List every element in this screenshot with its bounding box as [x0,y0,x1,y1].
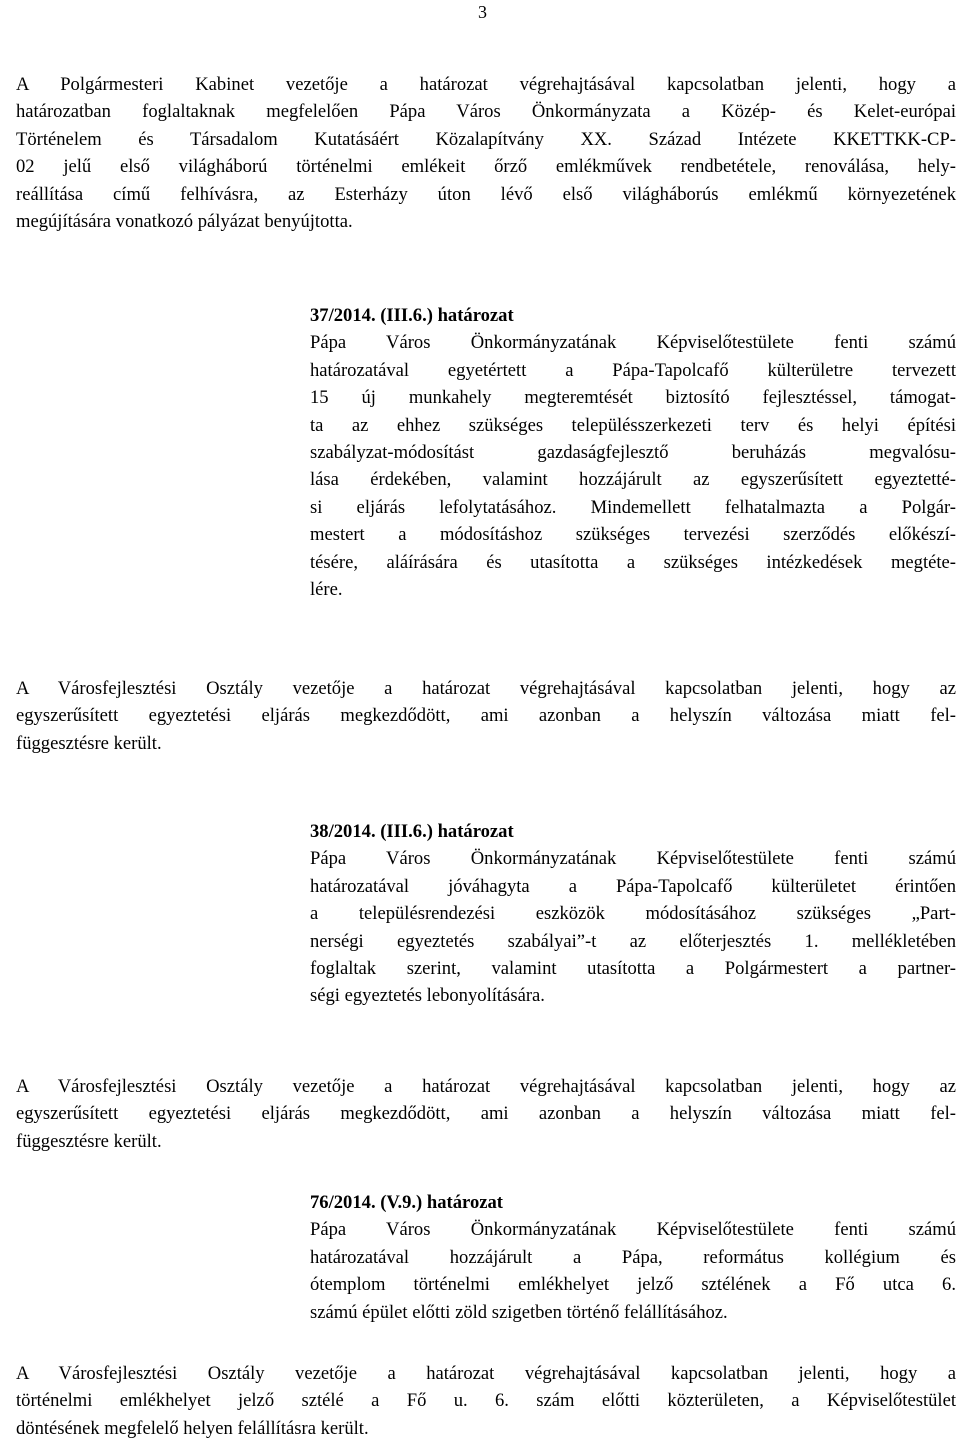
resolution-title: 76/2014. (V.9.) határozat [310,1192,503,1213]
report-line: A Városfejlesztési Osztály vezetője a határozat végrehajtásával kapcsolatban jelenti, hogy az [16,1076,956,1097]
resolution-37-2014 [310,302,956,603]
resolution-line: Pápa Város Önkormányzatának Képviselőtestülete fenti számú [310,848,956,870]
resolution-line: mestert a módosításhoz szükséges tervezési szerződés előkészí- [310,524,956,546]
resolution-line: foglaltak szerint, valamint utasította a Polgármestert a partner- [310,958,956,980]
report-line: egyszerűsített egyeztetési eljárás megkezdődött, ami azonban a helyszín változása miatt fel- [16,705,956,727]
intro-line: határozatban foglaltaknak megfelelően Pápa Város Önkormányzata a Közép- és Kelet-európai [16,101,956,123]
resolution-line: ségi egyeztetés lebonyolítására. [310,985,545,1007]
resolution-title: 38/2014. (III.6.) határozat [310,821,514,842]
resolution-title: 37/2014. (III.6.) határozat [310,305,514,326]
intro-line: A Polgármesteri Kabinet vezetője a határozat végrehajtásával kapcsolatban jelenti, hogy a [16,74,956,95]
resolution-line: a településrendezési eszközök módosításához szükséges „Part- [310,903,956,925]
page-number: 3 [478,2,487,22]
intro-line: 02 jelű első világháború történelmi emlékeit őrző emlékművek rendbetétele, renoválása, hely- [16,156,956,178]
resolution-line: lére. [310,579,343,601]
resolution-38-2014 [310,818,956,1010]
resolution-76-2014 [310,1189,956,1326]
report-paragraph [16,1360,956,1442]
report-line: döntésének megfelelő helyen felállításra került. [16,1417,369,1439]
report-line: egyszerűsített egyeztetési eljárás megkezdődött, ami azonban a helyszín változása miatt fel- [16,1103,956,1125]
resolution-line: ótemplom történelmi emlékhelyet jelző sztélének a Fő utca 6. [310,1274,956,1296]
resolution-line: nerségi egyeztetés szabályai”-t az előterjesztés 1. mellékletében [310,930,956,952]
resolution-line: Pápa Város Önkormányzatának Képviselőtestülete fenti számú [310,1219,956,1241]
resolution-line: ta az ehhez szükséges településszerkezeti terv és helyi építési [310,414,956,436]
resolution-line: számú épület előtti zöld szigetben történő felállításához. [310,1301,728,1323]
intro-line: Történelem és Társadalom Kutatásáért Közalapítvány XX. Század Intézete KKETTKK-CP- [16,128,956,150]
report-paragraph [16,675,956,757]
resolution-line: határozatával jóváhagyta a Pápa-Tapolcafő külterületet érintően [310,875,956,897]
report-paragraph [16,1073,956,1155]
report-line: függesztésre került. [16,732,162,754]
resolution-line: tésére, aláírására és utasította a szükséges intézkedések megtéte- [310,551,956,573]
resolution-line: si eljárás lefolytatásához. Mindemellett felhatalmazta a Polgár- [310,496,956,518]
report-line: A Városfejlesztési Osztály vezetője a határozat végrehajtásával kapcsolatban jelenti, hogy a [16,1363,956,1384]
resolution-line: lása érdekében, valamint hozzájárult az egyszerűsített egyeztetté- [310,469,956,491]
report-line: A Városfejlesztési Osztály vezetője a határozat végrehajtásával kapcsolatban jelenti, hogy az [16,678,956,699]
resolution-line: határozatával egyetértett a Pápa-Tapolcafő külterületre tervezett [310,359,956,381]
report-line: történelmi emlékhelyet jelző sztélé a Fő u. 6. szám előtti közterületen, a Képviselőtestület [16,1390,956,1412]
resolution-line: határozatával hozzájárult a Pápa, református kollégium és [310,1246,956,1268]
resolution-line: 15 új munkahely megteremtését biztosító fejlesztéssel, támogat- [310,387,956,409]
intro-line: megújítására vonatkozó pályázat benyújtotta. [16,211,353,233]
resolution-line: szabályzat-módosítást gazdaságfejlesztő beruházás megvalósu- [310,442,956,464]
intro-line: reállítása című felhívásra, az Esterházy úton lévő első világháborús emlékmű környezetének [16,183,956,205]
intro-paragraph [16,71,956,235]
resolution-line: Pápa Város Önkormányzatának Képviselőtestülete fenti számú [310,332,956,354]
report-line: függesztésre került. [16,1130,162,1152]
